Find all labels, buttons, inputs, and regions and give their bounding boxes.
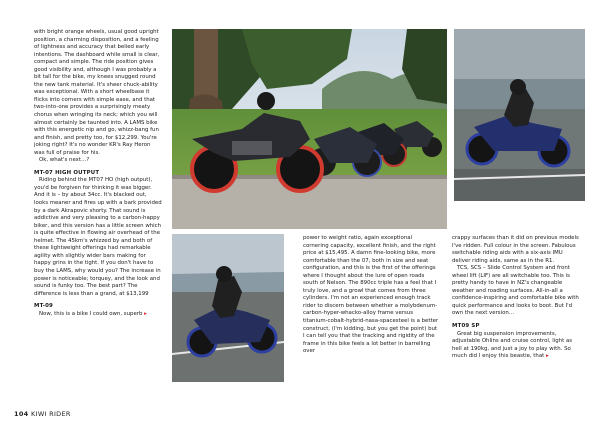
continue-arrow-icon: ▸ <box>545 353 549 360</box>
continue-arrow-icon: ▸ <box>144 310 147 317</box>
col1-paragraph-4: Now, this is a bike I could own, superb ▸ <box>39 310 147 317</box>
article-column-1 <box>34 29 162 318</box>
photo-rider-cornering <box>172 234 284 382</box>
col1-paragraph-2: Ok, what's next…? <box>39 157 90 164</box>
section-heading-mt07-ho: MT-07 HIGH OUTPUT <box>34 169 100 176</box>
photo-rider-blue-bike <box>454 29 585 201</box>
section-heading-mt09: MT-09 <box>34 303 53 310</box>
article-column-3 <box>452 235 580 361</box>
photo-rider-blue-bike-image <box>454 29 585 201</box>
col3-paragraph-2: TCS, SCS – Slide Control System and front wheel lift (LIF) are all switchable too. This is pretty handy to have in NZ's changeable weather and roading surfaces. All-in-all a confidence-inspiring and comfortable bike with quick performance and looks to boot. But I'd own the next version… <box>452 265 579 317</box>
col1-paragraph-1: with bright orange wheels, usual good upright position, a charming disposition, and a feeling of lightness and accuracy that belied early intentions. The dashboard while small is clear, compact and simple. The ride position gives good visibility and, although I was probably a bit tall for the bike, my knees snugged round the new tank material. It's sheer chuck-ability was exceptional. With a short wheelbase it flicks into corners with simple ease, and that two-into-one provides a surprisingly meaty chorus when wringing its neck; which you will almost certainly be taunted into. A LAMS bike with this energetic nip and go, whizz-bang fun and finish, and pretty too, for $12,299. You're joking right? It's no wonder KR's Ray Heron was full of praise for his. <box>34 29 160 156</box>
col3-paragraph-3: Great big suspension improvements, adjustable Ohlins and cruise control, light as hell at 190kg, and just a joy to play with. So much did I enjoy this beastie, that ▸ <box>452 330 573 360</box>
magazine-name: KIWI RIDER <box>31 410 71 418</box>
col2-paragraph-1: power to weight ratio, again exceptional cornering capacity, excellent finish, and the right price at $15,495. A damn fine-looking bike, more comfortable than the 07, both in size and seat configuration, and this is the first of the offerings where I thought about the lure of open roads south of Nelson. The 890cc triple has a feel that I truly love, and a growl that comes from three cylinders. I'm not an experienced enough track rider to discern between whether a molybdenum-carbon-hyper-whacko-alloy frame versus titanium-cobalt-hybrid-nasa-spacesteel is a better construct, (I'm kidding, but you get the point) but I can tell you that the tracking and rigidity of the frame in this bike feels a lot better in barrelling over <box>303 235 439 355</box>
page-folio <box>14 410 71 418</box>
photo-bike-lineup-image <box>172 29 447 229</box>
photo-bike-lineup <box>172 29 447 229</box>
page-number: 104 <box>14 410 29 418</box>
col3-paragraph-1: crappy surfaces than it did on previous models I've ridden. Full colour in the screen. Fabulous switchable riding aids with a six-axis IMU deliver riding aids, same as in the R1. <box>452 235 579 264</box>
col1-paragraph-3: Riding behind the MT07 HO (high output), you'd be forgiven for thinking it was bigger. And it is – by about 34cc. It's blacked out, looks meaner and fires up with a bark provided by a dark Akrapovic shorty. That sound is addictive and very pleasing to a carbon-happy biker, and this version has a little screen which is quite effective in flowing air overhead of the helmet. The 45km's whizzed by and both of these lightweight offerings had remarkable agility with slightly wider bars making for happy grins in the tight. If you don't have to buy the LAMS, why would you? The increase in power is noticeable; torquey, and the look and sound is funky too. The best part? The difference is less than a grand, at $13,199 <box>34 177 162 297</box>
section-heading-mt09-sp: MT09 SP <box>452 323 480 330</box>
article-column-2 <box>303 235 439 356</box>
photo-rider-cornering-image <box>172 234 284 382</box>
